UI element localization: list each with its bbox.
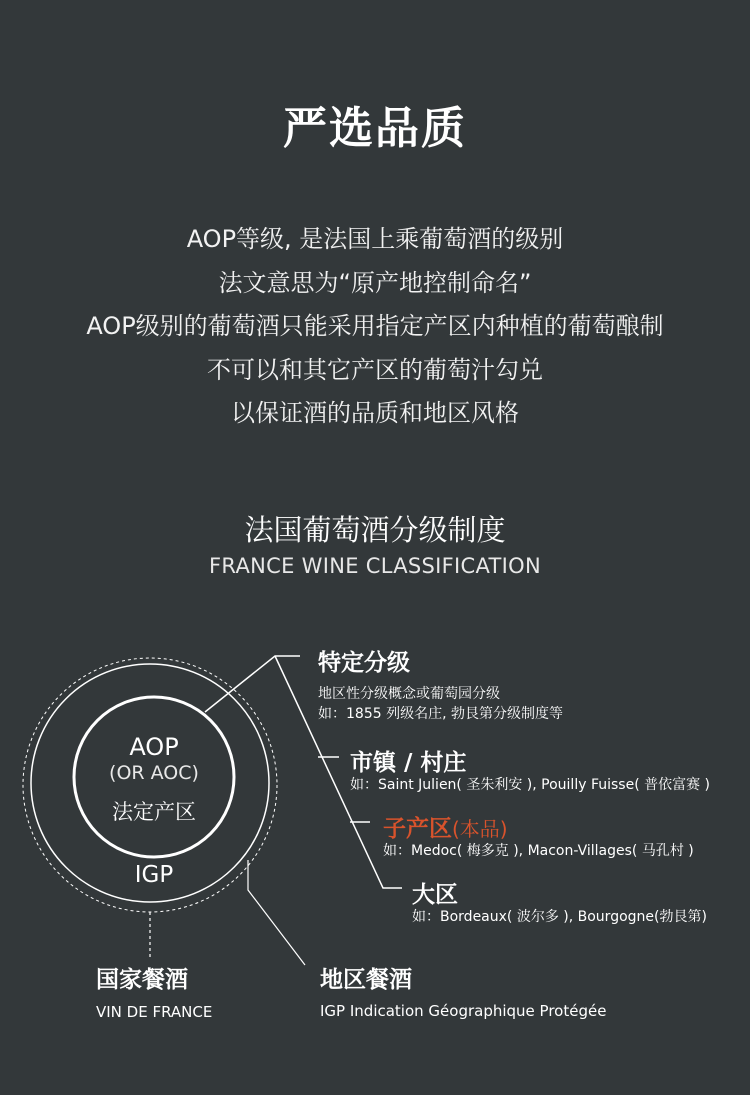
level-subregion-title xyxy=(383,810,508,843)
igp-regional-subtitle: IGP Indication Géographique Protégée xyxy=(320,1002,607,1020)
igp-label: IGP xyxy=(134,862,174,888)
level-region-title: 大区 xyxy=(412,882,458,908)
level-region-desc: 如：Bordeaux( 波尔多 ), Bourgogne(勃艮第) xyxy=(412,909,707,925)
level-subregion-name: 子产区 xyxy=(383,816,452,842)
connector-special xyxy=(205,656,300,712)
intro-line: AOP级别的葡萄酒只能采用指定产区内种植的葡萄酿制 xyxy=(86,312,664,340)
level-special-desc: 地区性分级概念或葡萄园分级 xyxy=(318,686,500,702)
intro-line: 法文意思为“原产地控制命名” xyxy=(218,268,532,297)
connector-igp-regional xyxy=(248,860,305,965)
level-village-title: 市镇 / 村庄 xyxy=(350,750,467,776)
vin-de-france-title: 国家餐酒 xyxy=(96,967,188,993)
vin-de-france-subtitle: VIN DE FRANCE xyxy=(96,1003,213,1021)
level-subregion-desc: 如：Medoc( 梅多克 ), Macon-Villages( 马孔村 ) xyxy=(383,843,694,859)
this-product-tag: (本品) xyxy=(452,817,508,841)
classification-subtitle: FRANCE WINE CLASSIFICATION xyxy=(209,554,541,578)
aoc-label: (OR AOC) xyxy=(109,762,199,784)
igp-regional-title: 地区餐酒 xyxy=(320,967,412,993)
classification-title: 法国葡萄酒分级制度 xyxy=(244,513,506,547)
intro-line: 不可以和其它产区的葡萄汁勾兑 xyxy=(207,355,543,384)
aop-label: AOP xyxy=(129,733,179,761)
level-village-desc: 如：Saint Julien( 圣朱利安 ), Pouilly Fuisse( 普依富赛 ) xyxy=(350,777,711,793)
page-title: 严选品质 xyxy=(283,103,467,154)
level-special-title: 特定分级 xyxy=(318,650,410,676)
level-special-example: 如：1855 列级名庄, 勃艮第分级制度等 xyxy=(318,706,563,722)
aop-cn-label: 法定产区 xyxy=(112,800,196,824)
intro-line: 以保证酒的品质和地区风格 xyxy=(231,399,519,427)
intro-line: AOP等级, 是法国上乘葡萄酒的级别 xyxy=(186,225,564,253)
